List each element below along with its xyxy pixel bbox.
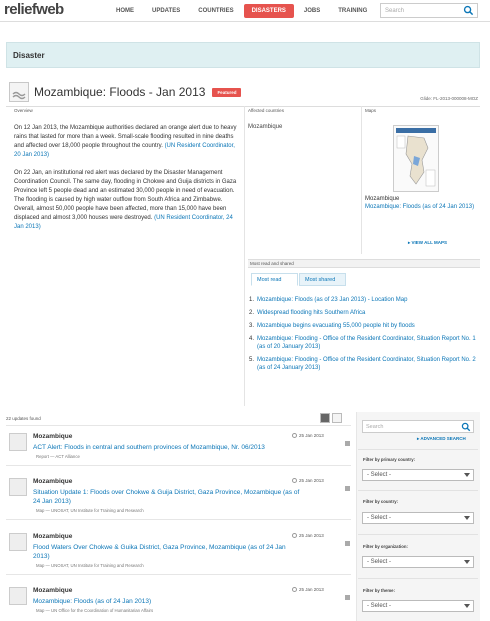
- advanced-search-link[interactable]: ▸ ADVANCED SEARCH: [417, 436, 466, 441]
- search-icon[interactable]: [461, 422, 471, 432]
- update-date: 25 Jan 2013: [299, 533, 324, 538]
- source-link[interactable]: (UN Resident Coordinator, 20 Jan 2013): [14, 143, 235, 158]
- overview-text: [14, 124, 240, 232]
- divider: [6, 574, 351, 575]
- update-meta: Report — ACT Alliance: [36, 454, 80, 459]
- primary-country-select[interactable]: - Select -: [362, 469, 474, 481]
- glide-number: Glide: FL-2013-000008-MOZ: [420, 96, 478, 101]
- most-read-link[interactable]: Mozambique: Flooding - Office of the Resident Coordinator, Situation Report No. 1 (as of 20 January 2013): [257, 336, 476, 350]
- page-title: [9, 82, 241, 102]
- update-title-link[interactable]: ACT Alert: Floods in central and southern provinces of Mozambique, Nr. 06/2013: [33, 444, 265, 451]
- column-divider: [244, 106, 245, 406]
- update-country: Mozambique: [33, 433, 73, 440]
- report-thumbnail-icon: [9, 433, 27, 451]
- update-country: Mozambique: [33, 533, 73, 540]
- update-meta: Map — UNOSAT, UN Institute for Training and Research: [36, 563, 144, 568]
- update-date: 25 Jan 2013: [299, 433, 324, 438]
- list-item: 3. Mozambique begins evacuating 55,000 people hit by floods: [249, 322, 479, 330]
- overview-paragraph: On 22 Jan, an institutional red alert was declared by the Disaster Management Coordination Council. The same day, flooding in Chokwe and Guija districts in Gaza Province left 5 people dead and an estimated 30,000 people in need of evacuation. The flooding is caused by high water outflow from South Africa and Zimbabwe. Overall, almost 50,000 people have been affected, more than 15,000 have been displaced and almost 3,000 houses were destroyed. (UN Resident Coordinator, 24 Jan 2013): [14, 170, 237, 230]
- source-link[interactable]: (UN Resident Coordinator, 24 Jan 2013): [14, 215, 233, 230]
- filter-label: Filter by country:: [363, 499, 399, 504]
- chevron-down-icon: [464, 560, 470, 564]
- expand-icon[interactable]: [345, 486, 350, 491]
- clock-icon: [292, 433, 297, 438]
- reliefweb-logo[interactable]: [4, 1, 64, 18]
- divider: [6, 465, 351, 466]
- logo-text: reliefweb: [4, 1, 64, 18]
- update-country: Mozambique: [33, 587, 73, 594]
- tab-most-shared[interactable]: Most shared: [299, 273, 346, 286]
- header-search-input[interactable]: [380, 3, 478, 18]
- grid-view-icon[interactable]: [332, 413, 342, 423]
- top-bar: [0, 0, 490, 22]
- affected-country: Mozambique: [248, 124, 283, 130]
- divider: [358, 449, 478, 450]
- expand-icon[interactable]: [345, 595, 350, 600]
- divider: [358, 534, 478, 535]
- featured-badge: Featured: [212, 88, 241, 97]
- banner-label: Disaster: [13, 51, 45, 60]
- search-icon[interactable]: [463, 5, 474, 16]
- sidebar-search-placeholder: Search: [366, 424, 384, 430]
- overview-paragraph: On 12 Jan 2013, the Mozambique authorities declared an orange alert due to heavy rains that lasted for more than a week. Small-scale flooding resulted in nine deaths and affected over 18,000 people throughout the country. (UN Resident Coordinator, 20 Jan 2013): [14, 125, 237, 158]
- overview-heading: Overview: [14, 108, 33, 113]
- map-title-link[interactable]: Mozambique: Floods (as of 24 Jan 2013): [365, 204, 475, 210]
- section-banner: [6, 42, 480, 68]
- chevron-down-icon: [464, 516, 470, 520]
- update-date: 25 Jan 2013: [299, 478, 324, 483]
- disaster-title: Mozambique: Floods - Jan 2013: [34, 85, 206, 99]
- clock-icon: [292, 478, 297, 483]
- list-view-icon[interactable]: [320, 413, 330, 423]
- list-item: 5. Mozambique: Flooding - Office of the Resident Coordinator, Situation Report No. 2 (as of 24 January 2013): [249, 356, 479, 372]
- most-read-tabs: [251, 273, 346, 286]
- divider: [358, 490, 478, 491]
- view-toggle: [320, 413, 342, 423]
- nav-updates[interactable]: UPDATES: [152, 8, 181, 14]
- country-select[interactable]: - Select -: [362, 512, 474, 524]
- affected-heading: Affected countries: [248, 108, 284, 113]
- sidebar-search-input[interactable]: [362, 420, 474, 433]
- nav-jobs[interactable]: JOBS: [303, 8, 321, 14]
- update-title-link[interactable]: Situation Update 1: Floods over Chokwe & Guija District, Gaza Province, Mozambique (as of 24 Jan 2013): [33, 489, 300, 505]
- maps-heading: Maps: [365, 108, 377, 113]
- divider: [6, 519, 351, 520]
- map-country: Mozambique: [365, 196, 400, 202]
- updates-count: 22 updates found: [6, 416, 41, 421]
- update-meta: Map — UNOSAT, UN Institute for Training and Research: [36, 508, 144, 513]
- update-date: 25 Jan 2013: [299, 587, 324, 592]
- divider: [358, 578, 478, 579]
- view-all-maps-link[interactable]: ▸ VIEW ALL MAPS: [408, 240, 448, 245]
- update-title-link[interactable]: Mozambique: Floods (as of 24 Jan 2013): [33, 598, 152, 605]
- clock-icon: [292, 533, 297, 538]
- nav-home[interactable]: HOME: [116, 8, 134, 14]
- nav-training[interactable]: TRAINING: [338, 8, 368, 14]
- disaster-type-icon: [9, 82, 29, 102]
- map-caption: [365, 195, 475, 211]
- update-country: Mozambique: [33, 478, 73, 485]
- most-read-link[interactable]: Mozambique begins evacuating 55,000 people hit by floods: [257, 323, 415, 329]
- list-item: 4. Mozambique: Flooding - Office of the Resident Coordinator, Situation Report No. 1 (as of 20 January 2013): [249, 335, 479, 351]
- tab-most-read[interactable]: Most read: [251, 273, 298, 286]
- map-thumbnail-icon: [9, 478, 27, 496]
- list-item: 1. Mozambique: Floods (as of 23 Jan 2013) - Location Map: [249, 296, 479, 304]
- theme-select[interactable]: - Select -: [362, 600, 474, 612]
- update-title-link[interactable]: Flood Waters Over Chokwe & Guika District, Gaza Province, Mozambique (as of 24 Jan 2013): [33, 544, 286, 560]
- most-read-heading: Most read and shared: [248, 259, 480, 268]
- update-meta: Map — UN Office for the Coordination of Humanitarian Affairs: [36, 608, 154, 613]
- list-item: 2. Widespread flooding hits Southern Africa: [249, 309, 479, 317]
- most-read-link[interactable]: Mozambique: Flooding - Office of the Resident Coordinator, Situation Report No. 2 (as of 24 January 2013): [257, 357, 476, 371]
- organization-select[interactable]: - Select -: [362, 556, 474, 568]
- filter-label: Filter by theme:: [363, 588, 395, 593]
- most-read-link[interactable]: Widespread flooding hits Southern Africa: [257, 310, 366, 316]
- most-read-link[interactable]: Mozambique: Floods (as of 23 Jan 2013) - Location Map: [257, 297, 408, 303]
- main-nav: [108, 4, 375, 18]
- column-divider: [361, 106, 362, 254]
- chevron-down-icon: [464, 473, 470, 477]
- filter-label: Filter by organization:: [363, 544, 408, 549]
- header-search-placeholder: Search: [385, 8, 405, 14]
- clock-icon: [292, 587, 297, 592]
- expand-icon[interactable]: [345, 441, 350, 446]
- map-thumbnail-icon: [9, 587, 27, 605]
- most-read-list: [249, 296, 479, 377]
- divider: [6, 425, 351, 426]
- filter-label: Filter by primary country:: [363, 457, 416, 462]
- expand-icon[interactable]: [345, 541, 350, 546]
- map-thumbnail[interactable]: [393, 125, 439, 192]
- chevron-down-icon: [464, 604, 470, 608]
- map-thumbnail-icon: [9, 533, 27, 551]
- nav-disasters[interactable]: DISASTERS: [244, 4, 294, 18]
- nav-countries[interactable]: COUNTRIES: [198, 8, 234, 14]
